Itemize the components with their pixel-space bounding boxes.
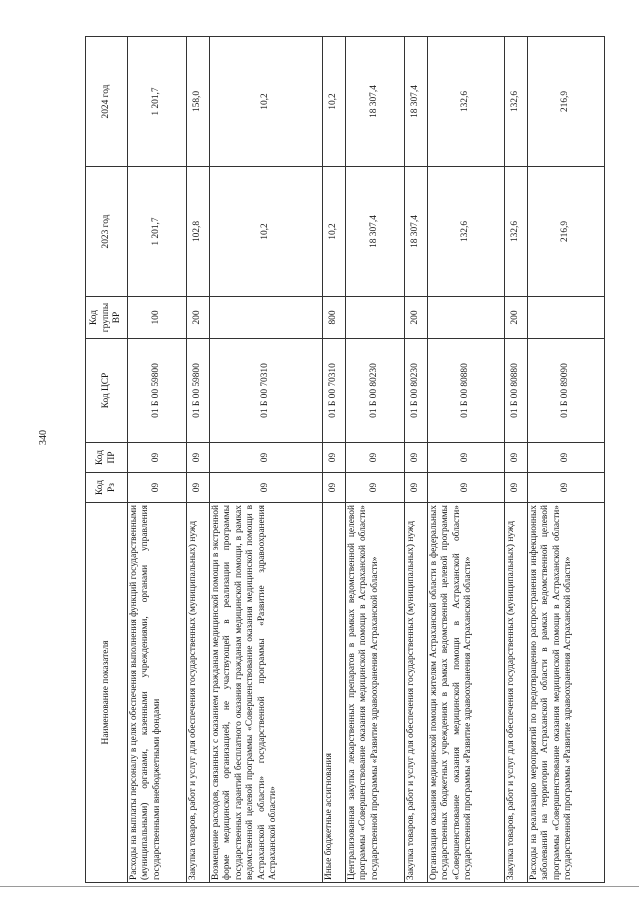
row-2024: 132,6 — [427, 37, 504, 167]
row-csr: 01 Б 00 70310 — [323, 339, 346, 443]
row-name: Иные бюджетные ассигнования — [323, 503, 346, 883]
table-row — [505, 37, 528, 883]
row-csr: 01 Б 00 80880 — [427, 339, 504, 443]
header-csr: Код ЦСР — [86, 339, 128, 443]
row-csr: 01 Б 00 80230 — [346, 339, 405, 443]
bottom-rule — [0, 886, 639, 887]
row-vr — [427, 297, 504, 339]
row-2023: 132,6 — [427, 167, 504, 297]
table-row — [209, 37, 322, 883]
row-vr — [209, 297, 322, 339]
row-csr: 01 Б 00 80230 — [405, 339, 428, 443]
row-pr: 09 — [128, 443, 187, 473]
row-2023: 10,2 — [209, 167, 322, 297]
row-vr: 200 — [187, 297, 210, 339]
row-2023: 1 201,7 — [128, 167, 187, 297]
row-vr — [527, 297, 604, 339]
row-pr: 09 — [527, 443, 604, 473]
header-2023: 2023 год — [86, 167, 128, 297]
row-name: Расходы на реализацию мероприятий по предотвращению распространения инфекционных заболеваний на территории Астраханской области в рамках ведомственной целевой программы «Совершенствование оказания медицинской помощи в Астраханской области» государственной программы «Развитие здравоохранения Астраханской области» — [527, 503, 604, 883]
row-2024: 10,2 — [209, 37, 322, 167]
row-vr: 200 — [405, 297, 428, 339]
page-number: 340 — [38, 430, 49, 445]
row-csr: 01 Б 00 70310 — [209, 339, 322, 443]
row-name: Возмещение расходов, связанных с оказанием гражданам медицинской помощи в экстренной форме медицинской организацией, не участвующей в реализации программы государственных гарантий бесплатного оказания гражданам медицинской помощи, в рамках ведомственной целевой программы «Совершенствование оказания медицинской помощи в Астраханской области» государственной программы «Развитие здравоохранения Астраханской области» — [209, 503, 322, 883]
row-2024: 216,9 — [527, 37, 604, 167]
table-row — [128, 37, 187, 883]
table-row — [527, 37, 604, 883]
row-name: Расходы на выплаты персоналу в целях обеспечения выполнения функций государственными (муниципальными) органами, казенными учреждениями, органами управления государственными внебюджетными фондами — [128, 503, 187, 883]
row-rz: 09 — [209, 473, 322, 503]
row-pr: 09 — [346, 443, 405, 473]
table-row — [323, 37, 346, 883]
row-rz: 09 — [323, 473, 346, 503]
row-rz: 09 — [405, 473, 428, 503]
rotated-table-container — [85, 37, 605, 883]
row-name: Централизованная закупка лекарственных препаратов в рамках ведомственной целевой программы «Совершенствование оказания медицинской помощи в Астраханской области» государственной программы «Развитие здравоохранения Астраханской области» — [346, 503, 405, 883]
row-2024: 158,0 — [187, 37, 210, 167]
row-2023: 102,8 — [187, 167, 210, 297]
table-row — [346, 37, 405, 883]
row-csr: 01 Б 00 59800 — [128, 339, 187, 443]
row-pr: 09 — [323, 443, 346, 473]
budget-table — [85, 36, 605, 883]
row-csr: 01 Б 00 89090 — [527, 339, 604, 443]
row-name: Закупка товаров, работ и услуг для обеспечения государственных (муниципальных) нужд — [505, 503, 528, 883]
row-2023: 18 307,4 — [346, 167, 405, 297]
row-2023: 18 307,4 — [405, 167, 428, 297]
header-name: Наименование показателя — [86, 503, 128, 883]
row-vr — [346, 297, 405, 339]
header-vr: Код группы ВР — [86, 297, 128, 339]
row-name: Организация оказания медицинской помощи жителям Астраханской области в федеральных государственных бюджетных учреждениях в рамках ведомственной целевой программы «Совершенствование оказания медицинской помощи в Астраханской области» государственной программы «Развитие здравоохранения Астраханской области» — [427, 503, 504, 883]
row-rz: 09 — [128, 473, 187, 503]
row-csr: 01 Б 00 80880 — [505, 339, 528, 443]
table-row — [427, 37, 504, 883]
row-rz: 09 — [505, 473, 528, 503]
row-rz: 09 — [427, 473, 504, 503]
row-pr: 09 — [505, 443, 528, 473]
row-vr: 100 — [128, 297, 187, 339]
row-2024: 18 307,4 — [346, 37, 405, 167]
header-rz: Код Рз — [86, 473, 128, 503]
row-2023: 132,6 — [505, 167, 528, 297]
row-2024: 18 307,4 — [405, 37, 428, 167]
row-csr: 01 Б 00 59800 — [187, 339, 210, 443]
row-name: Закупка товаров, работ и услуг для обеспечения государственных (муниципальных) нужд — [187, 503, 210, 883]
row-rz: 09 — [187, 473, 210, 503]
row-pr: 09 — [427, 443, 504, 473]
table-header-row — [86, 37, 128, 883]
row-2024: 132,6 — [505, 37, 528, 167]
table-row — [405, 37, 428, 883]
table-row — [187, 37, 210, 883]
row-pr: 09 — [405, 443, 428, 473]
row-2024: 10,2 — [323, 37, 346, 167]
row-2023: 10,2 — [323, 167, 346, 297]
row-pr: 09 — [209, 443, 322, 473]
row-rz: 09 — [527, 473, 604, 503]
row-2024: 1 201,7 — [128, 37, 187, 167]
row-vr: 800 — [323, 297, 346, 339]
row-pr: 09 — [187, 443, 210, 473]
header-pr: Код ПР — [86, 443, 128, 473]
row-name: Закупка товаров, работ и услуг для обеспечения государственных (муниципальных) нужд — [405, 503, 428, 883]
header-2024: 2024 год — [86, 37, 128, 167]
row-vr: 200 — [505, 297, 528, 339]
row-rz: 09 — [346, 473, 405, 503]
row-2023: 216,9 — [527, 167, 604, 297]
